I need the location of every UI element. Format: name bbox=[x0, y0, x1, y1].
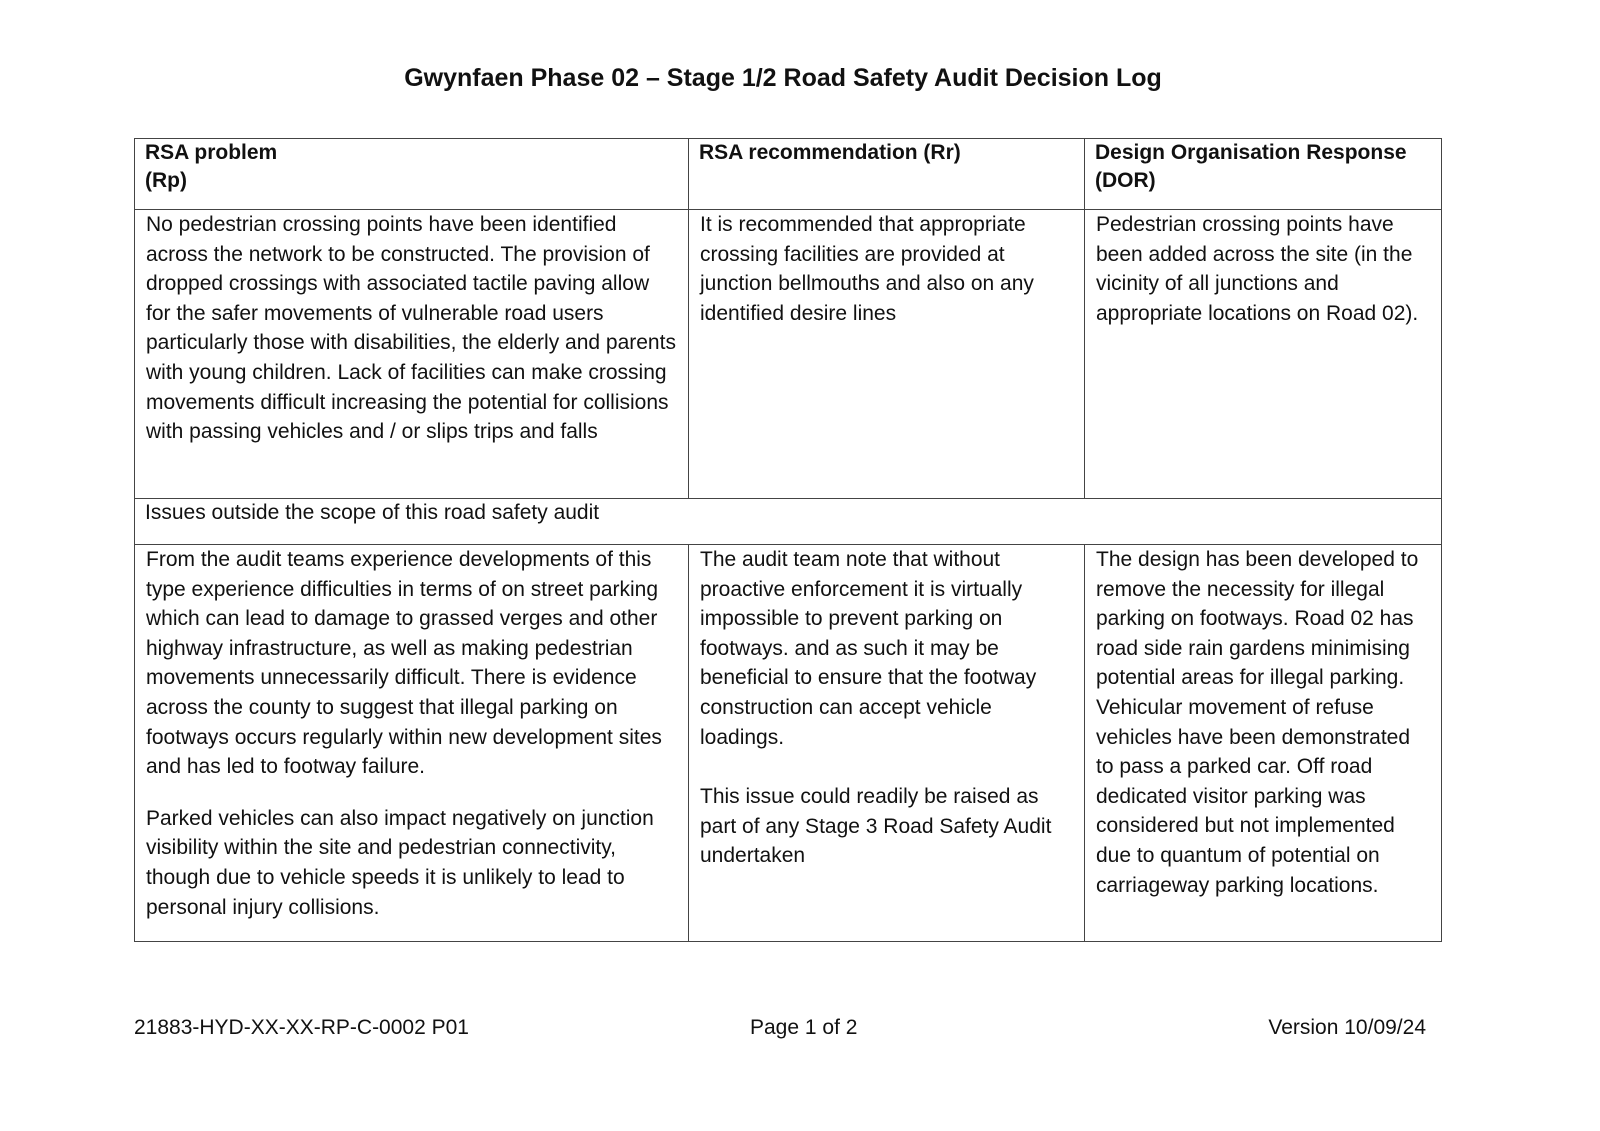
cell-problem bbox=[135, 545, 689, 942]
footer-version: Version 10/09/24 bbox=[1268, 1016, 1426, 1039]
cell-text: The audit team note that without proactive enforcement it is virtually impossible to prevent parking on footways. and as such it may be beneficial to ensure that the footway construction can accept vehicle loadings. bbox=[700, 548, 1037, 749]
header-text: RSA recommendation (Rr) bbox=[699, 141, 961, 164]
cell-recommendation bbox=[689, 210, 1085, 499]
document-title: Gwynfaen Phase 02 – Stage 1/2 Road Safety Audit Decision Log bbox=[404, 64, 1162, 92]
cell-text: This issue could readily be raised as part of any Stage 3 Road Safety Audit undertaken bbox=[700, 785, 1052, 868]
cell-text: The design has been developed to remove the necessity for illegal parking on footways. Road 02 has road side rain gardens minimising potential areas for illegal parking. Vehicular movement of refuse vehicles have been demonstrated to pass a parked car. Off road dedicated visitor parking was considered but not implemented due to quantum of potential on carriageway parking locations. bbox=[1096, 548, 1419, 897]
table-header-row bbox=[135, 139, 1442, 210]
table-row bbox=[135, 545, 1442, 942]
header-rsa-problem bbox=[135, 139, 689, 210]
cell-text: It is recommended that appropriate crossing facilities are provided at junction bellmouths and also on any identified desire lines bbox=[700, 213, 1034, 325]
footer-page-number: Page 1 of 2 bbox=[750, 1016, 858, 1039]
cell-text: Parked vehicles can also impact negatively on junction visibility within the site and pedestrian connectivity, though due to vehicle speeds it is unlikely to lead to personal injury collisions. bbox=[146, 806, 654, 919]
scope-heading: Issues outside the scope of this road safety audit bbox=[135, 499, 1442, 545]
cell-text: From the audit teams experience developments of this type experience difficulties in terms of on street parking which can lead to damage to grassed verges and other highway infrastructure, as well as making pedestrian movements unnecessarily difficult. There is evidence across the county to suggest that illegal parking on footways occurs regularly within new development sites and has led to footway failure. bbox=[146, 548, 662, 779]
cell-response bbox=[1085, 545, 1442, 942]
header-subtext: (Rp) bbox=[145, 169, 187, 192]
header-rsa-recommendation bbox=[689, 139, 1085, 210]
cell-text: Pedestrian crossing points have been added across the site (in the vicinity of all junctions and appropriate locations on Road 02). bbox=[1096, 213, 1419, 325]
table-row bbox=[135, 210, 1442, 499]
footer-doc-ref: 21883-HYD-XX-XX-RP-C-0002 P01 bbox=[134, 1016, 469, 1039]
cell-response bbox=[1085, 210, 1442, 499]
header-text: Design Organisation Response bbox=[1095, 141, 1407, 164]
header-subtext: (DOR) bbox=[1095, 169, 1156, 192]
header-text: RSA problem bbox=[145, 141, 278, 164]
decision-log-table bbox=[134, 138, 1442, 942]
cell-text: No pedestrian crossing points have been identified across the network to be constructed. The provision of dropped crossings with associated tactile paving allow for the safer movements of vulnerable road users particularly those with disabilities, the elderly and parents with young children. Lack of facilities can make crossing movements difficult increasing the potential for collisions with passing vehicles and / or slips trips and falls bbox=[146, 213, 676, 444]
cell-recommendation bbox=[689, 545, 1085, 942]
cell-problem bbox=[135, 210, 689, 499]
header-dor bbox=[1085, 139, 1442, 210]
section-row bbox=[135, 499, 1442, 545]
